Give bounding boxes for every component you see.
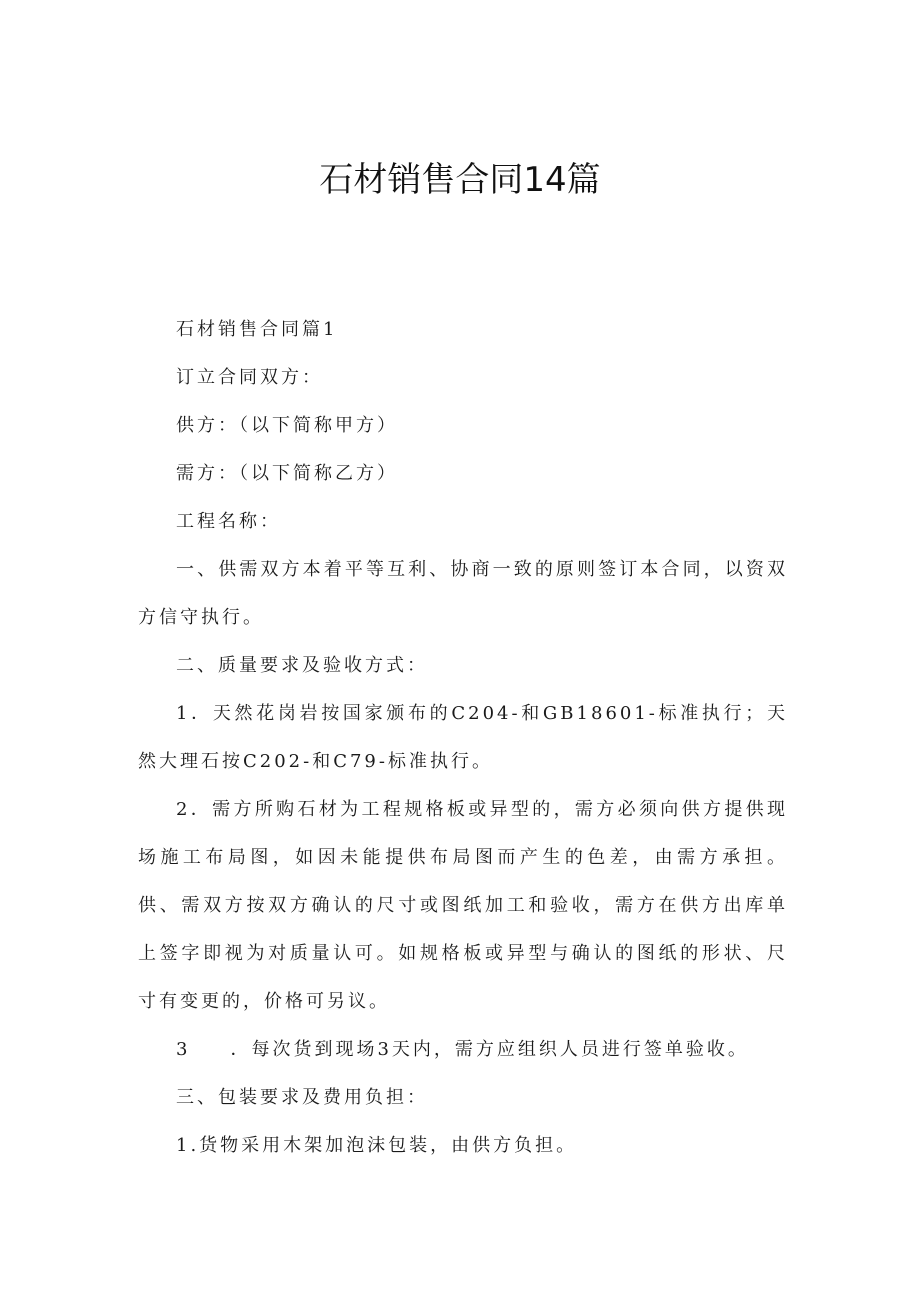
paragraph-article-1: 一、供需双方本着平等互利、协商一致的原则签订本合同，以资双方信守执行。 [138, 559, 788, 628]
paragraph-clause-2-1: 1．天然花岗岩按国家颁布的C204-和GB18601-标准执行；天然大理石按C202-和C79-标准执行。 [138, 703, 788, 772]
document-body [138, 306, 788, 1170]
paragraph-project-name: 工程名称： [176, 511, 281, 532]
paragraph-supplier: 供方：（以下简称甲方） [176, 415, 398, 436]
clause-number: 3 [176, 1039, 191, 1060]
paragraph-parties: 订立合同双方： [176, 367, 323, 388]
paragraph-article-2-heading: 二、质量要求及验收方式： [176, 655, 428, 676]
paragraph-buyer: 需方：（以下简称乙方） [176, 463, 398, 484]
paragraph-clause-2-2: 2．需方所购石材为工程规格板或异型的，需方必须向供方提供现场施工布局图，如因未能提供布局图而产生的色差，由需方承担。供、需双方按双方确认的尺寸或图纸加工和验收，需方在供方出库单上签字即视为对质量认可。如规格板或异型与确认的图纸的形状、尺寸有变更的，价格可另议。 [138, 799, 788, 1012]
document-title: 石材销售合同14篇 [319, 160, 601, 200]
paragraph-clause-2-3 [138, 1026, 788, 1074]
paragraph-article-3-heading: 三、包装要求及费用负担： [176, 1087, 428, 1108]
clause-text: ．每次货到现场3天内，需方应组织人员进行签单验收。 [230, 1039, 749, 1060]
paragraph-clause-3-1: 1.货物采用木架加泡沫包装，由供方负担。 [176, 1135, 578, 1156]
paragraph-section-heading: 石材销售合同篇1 [176, 319, 338, 340]
